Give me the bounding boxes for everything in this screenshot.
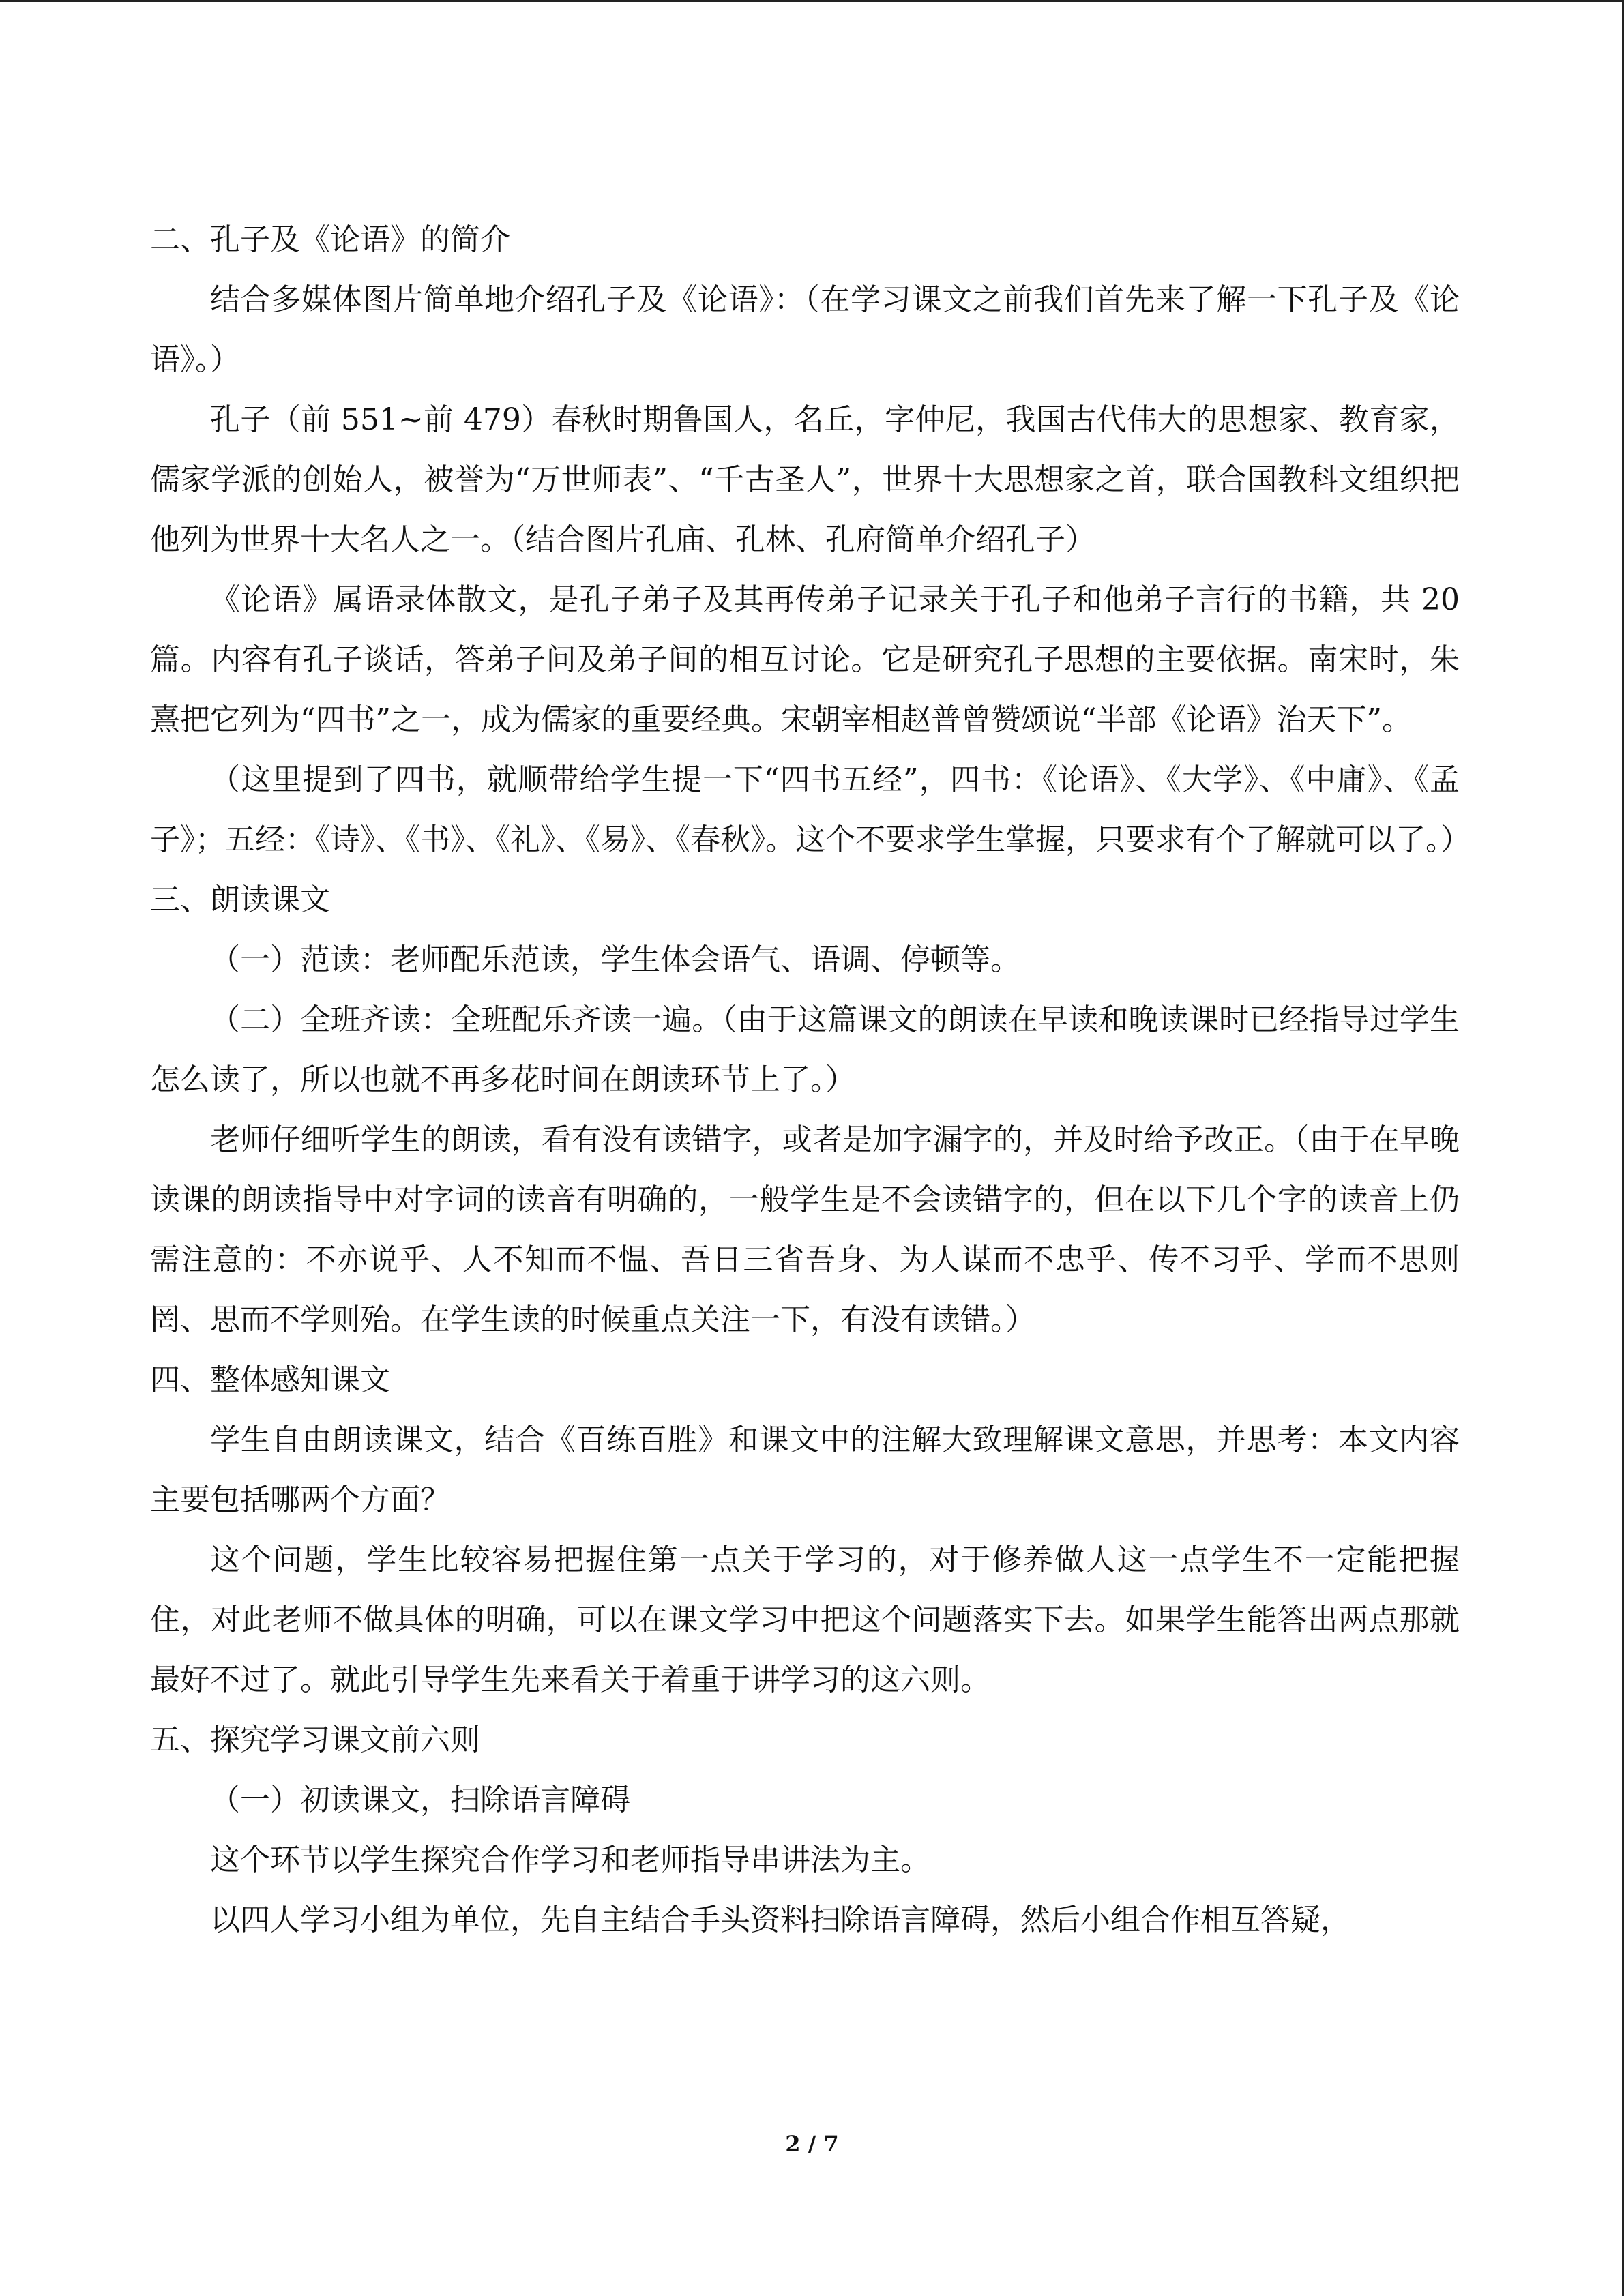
section-heading: 二、孔子及《论语》的简介: [150, 222, 510, 257]
paragraph: 这个问题，学生比较容易把握住第一点关于学习的，对于修养做人这一点学生不一定能把握住，对此老师不做具体的明确，可以在课文学习中把这个问题落实下去。如果学生能答出两点那就最好不过了。就此引导学生先来看关于着重于讲学习的这六则。: [150, 1542, 1460, 1697]
paragraph: （一）范读：老师配乐范读，学生体会语气、语调、停顿等。: [210, 942, 1020, 977]
paragraph: 以四人学习小组为单位，先自主结合手头资料扫除语言障碍，然后小组合作相互答疑，: [210, 1903, 1350, 1937]
paragraph: 这个环节以学生探究合作学习和老师指导串讲法为主。: [210, 1843, 930, 1877]
section-heading: 五、探究学习课文前六则: [150, 1723, 480, 1757]
section-heading: 三、朗读课文: [150, 882, 330, 917]
page-number: 2 / 7: [785, 2131, 839, 2157]
paragraph: 《论语》属语录体散文，是孔子弟子及其再传弟子记录关于孔子和他弟子言行的书籍，共 20 篇。内容有孔子谈话，答弟子问及弟子间的相互讨论。它是研究孔子思想的主要依据。南宋时，朱熹把它列为“四书”之一，成为儒家的重要经典。宋朝宰相赵普曾赞颂说“半部《论语》治天下”。: [150, 582, 1460, 737]
paragraph: 学生自由朗读课文，结合《百练百胜》和课文中的注解大致理解课文意思，并思考：本文内容主要包括哪两个方面？: [150, 1422, 1460, 1517]
paragraph: （二）全班齐读：全班配乐齐读一遍。（由于这篇课文的朗读在早读和晚读课时已经指导过学生怎么读了，所以也就不再多花时间在朗读环节上了。）: [150, 1002, 1460, 1097]
paragraph: 老师仔细听学生的朗读，看有没有读错字，或者是加字漏字的，并及时给予改正。（由于在早晚读课的朗读指导中对字词的读音有明确的，一般学生是不会读错字的，但在以下几个字的读音上仍需注意的：不亦说乎、人不知而不愠、吾日三省吾身、为人谋而不忠乎、传不习乎、学而不思则罔、思而不学则殆。在学生读的时候重点关注一下，有没有读错。）: [150, 1122, 1460, 1337]
paragraph: （一）初读课文，扫除语言障碍: [210, 1783, 630, 1817]
paragraph: 结合多媒体图片简单地介绍孔子及《论语》：（在学习课文之前我们首先来了解一下孔子及《论语》。）: [150, 282, 1460, 377]
document-body: [150, 210, 1471, 1950]
paragraph: 孔子（前 551~前 479）春秋时期鲁国人，名丘，字仲尼，我国古代伟大的思想家、教育家，儒家学派的创始人，被誉为“万世师表”、“千古圣人”，世界十大思想家之首，联合国教科文组织把他列为世界十大名人之一。（结合图片孔庙、孔林、孔府简单介绍孔子）: [150, 402, 1460, 557]
paragraph: （这里提到了四书，就顺带给学生提一下“四书五经”，四书：《论语》、《大学》、《中庸》、《孟子》；五经：《诗》、《书》、《礼》、《易》、《春秋》。这个不要求学生掌握，只要求有个了解就可以了。）: [150, 762, 1471, 857]
section-heading: 四、整体感知课文: [150, 1362, 390, 1397]
